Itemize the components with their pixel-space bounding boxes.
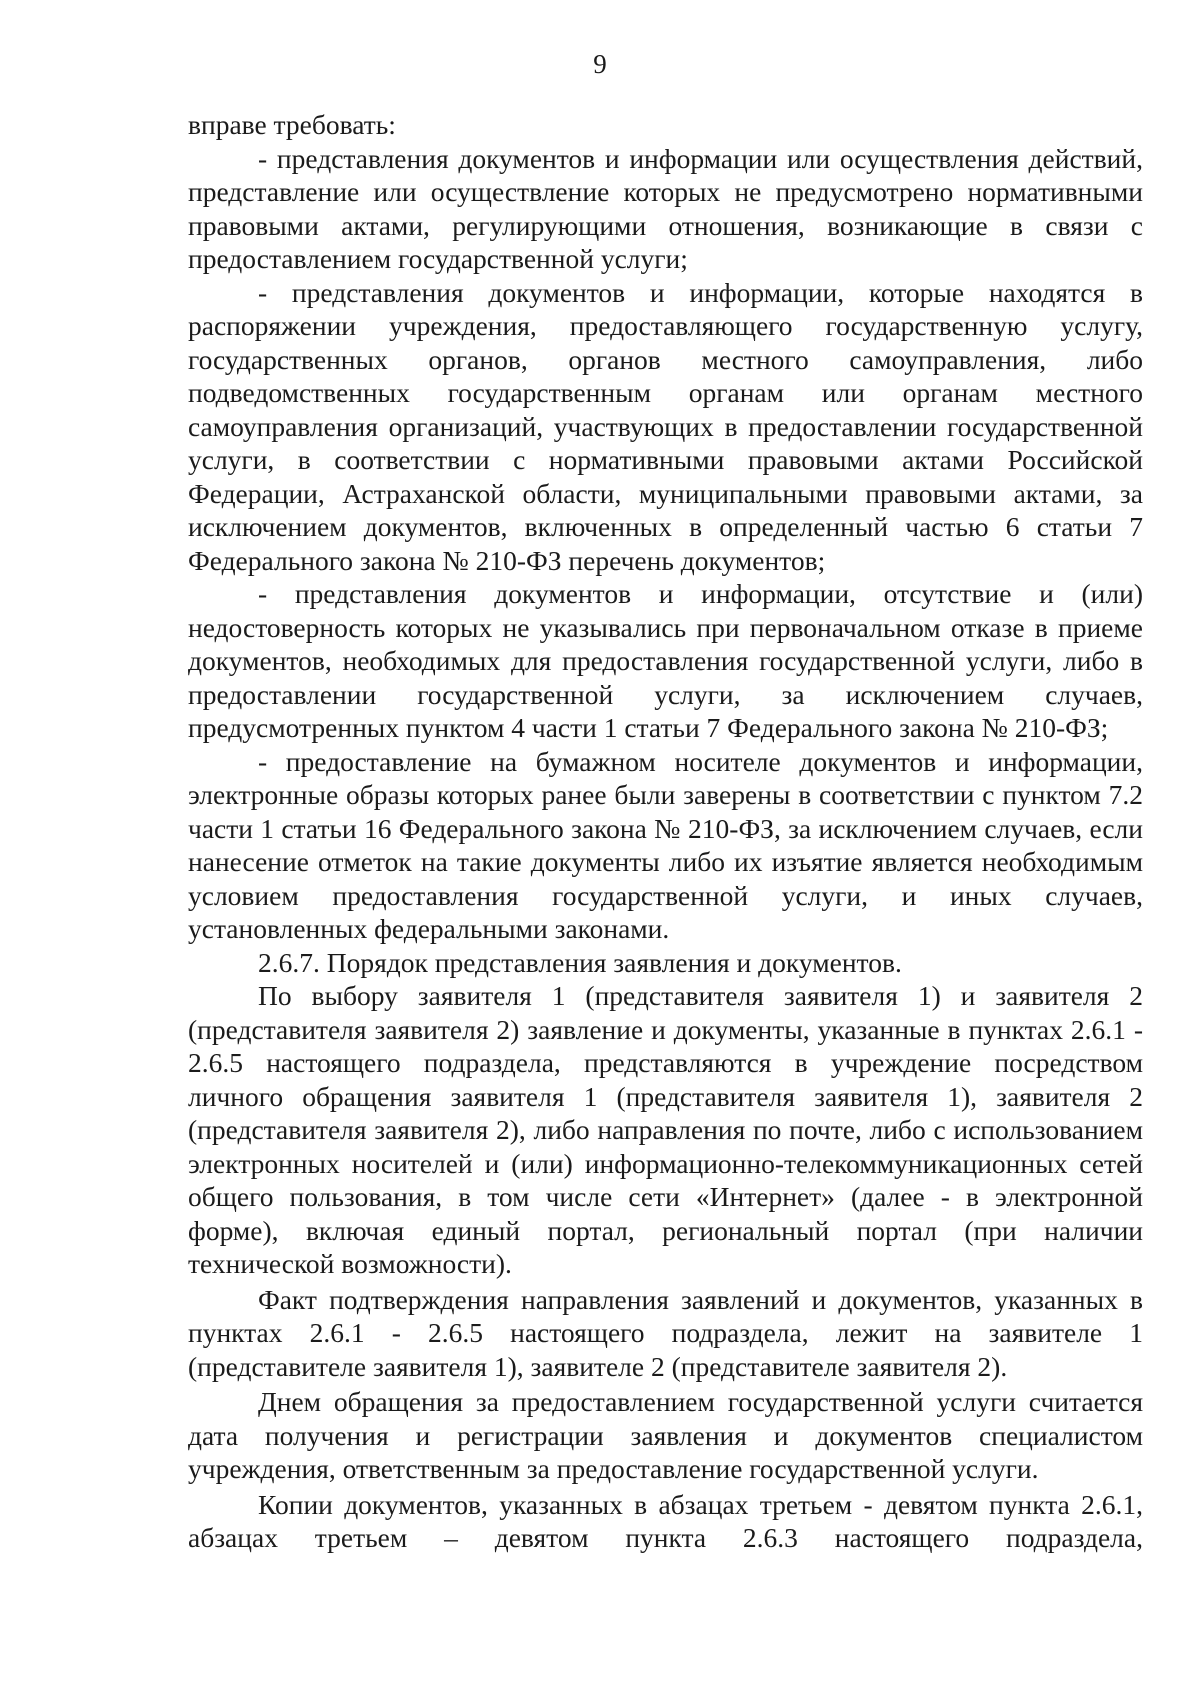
paragraph-submission-methods: По выбору заявителя 1 (представителя заявителя 1) и заявителя 2 (представителя заявителя 2) заявление и документы, указанные в пунктах 2.6.1 - 2.6.5 настоящего подраздела, представляются в учреждение посредством личного обращения заявителя 1 (представителя заявителя 1), заявителя 2 (представителя заявителя 2), либо направления по почте, либо с использованием электронных носителей и (или) информационно-телекоммуникационных сетей общего пользования, в том числе сети «Интернет» (далее - в электронной форме), включая единый портал, региональный портал (при наличии технической возможности). <box>188 980 1143 1279</box>
paragraph-item-2: - представления документов и информации, которые находятся в распоряжении учреждения, предоставляющего государственную услугу, государственных органов, органов местного самоуправления, либо подведомственных государственным органам или органам местного самоуправления организаций, участвующих в предоставлении государственной услуги, в соответствии с нормативными правовыми актами Российской Федерации, Астраханской области, муниципальными правовыми актами, за исключением документов, включенных в определенный частью 6 статьи 7 Федерального закона № 210-ФЗ перечень документов; <box>188 276 1143 576</box>
paragraph-item-4: - предоставление на бумажном носителе документов и информации, электронные образы которых ранее были заверены в соответствии с пунктом 7.2 части 1 статьи 16 Федерального закона № 210-ФЗ, за исключением случаев, если нанесение отметок на такие документы либо их изъятие является необходимым условием предоставления государственной услуги, и иных случаев, установленных федеральными законами. <box>188 745 1143 944</box>
document-body <box>188 108 1143 1555</box>
paragraph-application-date: Днем обращения за предоставлением государственной услуги считается дата получения и регистрации заявления и документов специалистом учреждения, ответственным за предоставление государственной услуги. <box>188 1386 1143 1484</box>
paragraph-document-copies: Копии документов, указанных в абзацах третьем - девятом пункта 2.6.1, абзацах третьем – девятом пункта 2.6.3 настоящего подраздела, <box>188 1488 1143 1553</box>
paragraph-confirmation: Факт подтверждения направления заявлений и документов, указанных в пунктах 2.6.1 - 2.6.5 настоящего подраздела, лежит на заявителе 1 (представителе заявителя 1), заявителе 2 (представителе заявителя 2). <box>188 1283 1143 1382</box>
page-number: 9 <box>593 49 607 79</box>
paragraph-item-3: - представления документов и информации, отсутствие и (или) недостоверность которых не указывались при первоначальном отказе в приеме документов, необходимых для предоставления государственной услуги, либо в предоставлении государственной услуги, за исключением случаев, предусмотренных пунктом 4 части 1 статьи 7 Федерального закона № 210-ФЗ; <box>188 578 1143 743</box>
paragraph-continuation: вправе требовать: <box>188 109 396 140</box>
section-heading-2-6-7: 2.6.7. Порядок представления заявления и документов. <box>258 946 902 978</box>
paragraph-item-1: - представления документов и информации или осуществления действий, представление или осуществление которых не предусмотрено нормативными правовыми актами, регулирующими отношения, возникающие в связи с предоставлением государственной услуги; <box>188 142 1143 274</box>
